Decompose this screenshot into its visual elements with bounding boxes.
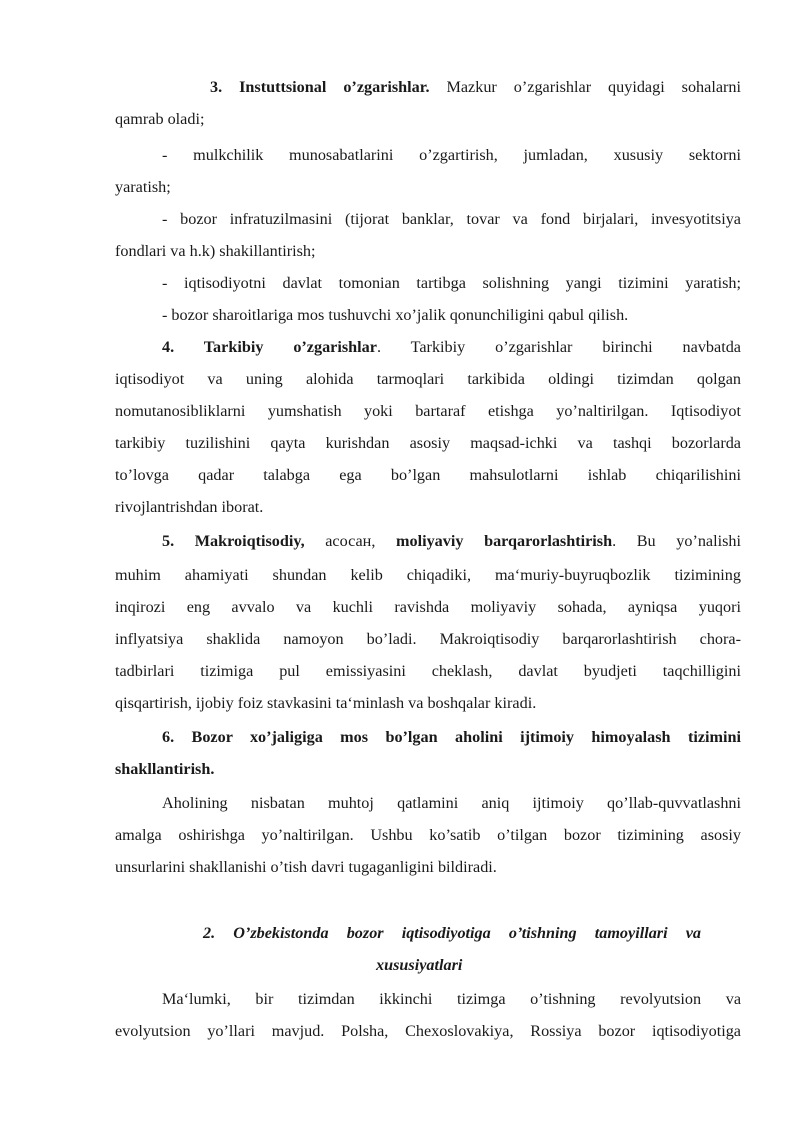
section5-heading-a: 5. Makroiqtisodiy, [162, 532, 305, 550]
section3-item3: - iqtisodiyotni davlat tomonian tartibga solishning yangi tizimini yaratish; [162, 274, 741, 292]
section4-line4: tarkibiy tuzilishini qayta kurishdan asosiy maqsad-ichki va tashqi bozorlarda [115, 434, 741, 452]
section6-line2: amalga oshirishga yo’naltirilgan. Ushbu ko’satib o’tilgan bozor tizimining asosiy [115, 826, 741, 844]
chapter2-title-cont: xususiyatlari [376, 956, 463, 974]
section5-heading-b: moliyaviy barqarorlashtirish [396, 532, 613, 550]
section3-item4: - bozor sharoitlariga mos tushuvchi xo’jalik qonunchiligini qabul qilish. [162, 306, 629, 324]
section4-line3: nomutanosibliklarni yumshatish yoki bartaraf etishga yo’naltirilgan. Iqtisodiyot [115, 402, 741, 420]
section4-line2: iqtisodiyot va uning alohida tarmoqlari tarkibida oldingi tizimdan qolgan [115, 370, 741, 388]
section6-line1: Aholining nisbatan muhtoj qatlamini aniq ijtimoiy qo’llab-quvvatlashni [162, 794, 741, 812]
section3-line2: qamrab oladi; [115, 110, 205, 128]
section3-item2: - bozor infratuzilmasini (tijorat banklar, tovar va fond birjalari, invesyotitsiya [162, 210, 741, 228]
chapter2-line2: evolyutsion yo’llari mavjud. Polsha, Chexoslovakiya, Rossiya bozor iqtisodiyotiga [115, 1022, 741, 1040]
section5-line2: muhim ahamiyati shundan kelib chiqadiki, ma‘muriy-buyruqbozlik tizimining [115, 566, 741, 584]
section5-line5: tadbirlari tizimiga pul emissiyasini cheklash, davlat byudjeti taqchilligini [115, 662, 741, 680]
section3-line1: 3. Instuttsional o’zgarishlar. Mazkur o’zgarishlar quyidagi sohalarni [210, 78, 741, 96]
section3-heading: 3. Instuttsional o’zgarishlar. [210, 78, 430, 96]
chapter2-title: 2. O’zbekistonda bozor iqtisodiyotiga o’tishning tamoyillari va [203, 924, 701, 942]
section5-line1: 5. Makroiqtisodiy, асосан, moliyaviy barqarorlashtirish. Bu yo’nalishi [162, 532, 741, 550]
section6-heading: 6. Bozor xo’jaligiga mos bo’lgan aholini ijtimoiy himoyalash tizimini [162, 728, 741, 746]
section4-heading: 4. Tarkibiy o’zgarishlar [162, 338, 377, 356]
section5-line6: qisqartirish, ijobiy foiz stavkasini ta‘minlash va boshqalar kiradi. [115, 694, 537, 712]
section4-line1: 4. Tarkibiy o’zgarishlar. Tarkibiy o’zgarishlar birinchi navbatda [162, 338, 741, 356]
section5-line4: inflyatsiya shaklida namoyon bo’ladi. Makroiqtisodiy barqarorlashtirish chora- [115, 630, 741, 648]
chapter2-line1: Ma‘lumki, bir tizimdan ikkinchi tizimga o’tishning revolyutsion va [162, 990, 741, 1008]
section4-line6: rivojlantrishdan iborat. [115, 498, 264, 516]
section4-line5: to’lovga qadar talabga ega bo’lgan mahsulotlarni ishlab chiqarilishini [115, 466, 741, 484]
section3-item1-cont: yaratish; [115, 178, 171, 196]
section3-item2-cont: fondlari va h.k) shakillantirish; [115, 242, 316, 260]
section5-line3: inqirozi eng avvalo va kuchli ravishda moliyaviy sohada, ayniqsa yuqori [115, 598, 741, 616]
section6-line3: unsurlarini shakllanishi o’tish davri tugaganligini bildiradi. [115, 858, 497, 876]
section6-heading-cont: shakllantirish. [115, 760, 215, 778]
section3-item1: - mulkchilik munosabatlarini o’zgartirish, jumladan, xususiy sektorni [162, 146, 741, 164]
